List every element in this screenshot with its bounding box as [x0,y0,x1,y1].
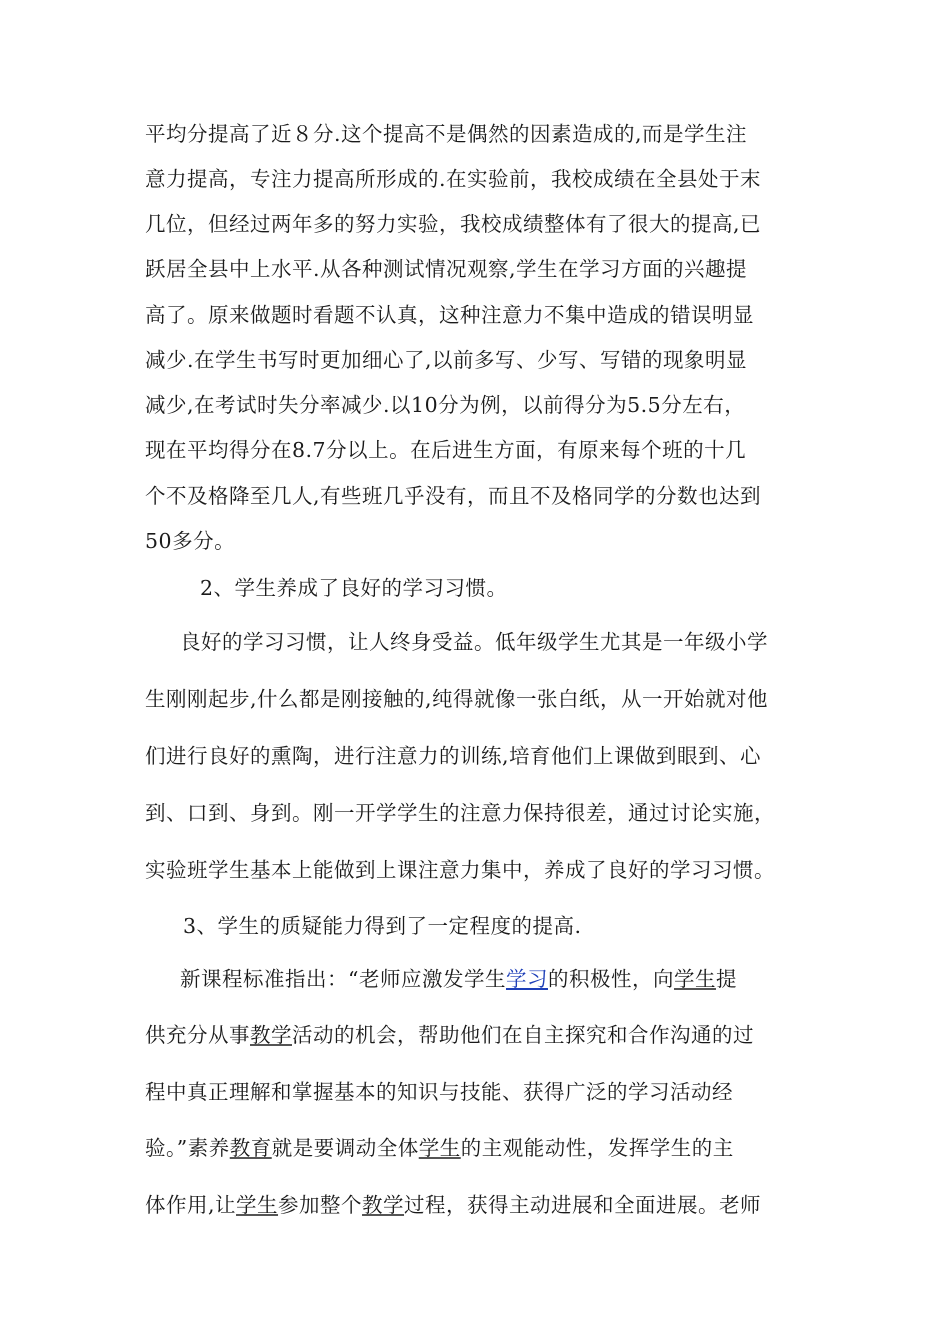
text-run: 供充分从事 [145,1023,250,1047]
text-run: 活动的机会，帮助他们在自主探究和合作沟通的过 [292,1023,754,1047]
paragraph-line [180,965,860,993]
paragraph-line: 几位，但经过两年多的努力实验，我校成绩整体有了很大的提高,已 [145,212,762,236]
link-jiaoxue[interactable]: 教学 [362,1193,405,1217]
paragraph-line [145,1134,825,1162]
text-run: 提 [715,967,737,991]
paragraph-line: 50多分。 [145,529,236,553]
paragraph-line: 跃居全县中上水平.从各种测试情况观察,学生在学习方面的兴趣提 [145,257,748,281]
paragraph-line: 程中真正理解和掌握基本的知识与技能、获得广泛的学习活动经 [145,1080,733,1104]
paragraph-line: 实验班学生基本上能做到上课注意力集中，养成了良好的学习习惯。 [145,858,775,882]
text-run: 体作用,让 [145,1193,237,1217]
link-xuesheng[interactable]: 学生 [236,1193,279,1217]
paragraph-line: 个不及格降至几人,有些班几乎没有，而且不及格同学的分数也达到 [145,484,762,508]
paragraph-line: 现在平均得分在8.7分以上。在后进生方面，有原来每个班的十几 [145,438,747,462]
paragraph-line: 们进行良好的熏陶，进行注意力的训练,培育他们上课做到眼到、心 [145,744,762,768]
paragraph-line: 意力提高，专注力提高所形成的.在实验前，我校成绩在全县处于末 [145,167,762,191]
text-run: 的积极性，向 [547,967,674,991]
paragraph-line: 良好的学习习惯，让人终身受益。低年级学生尤其是一年级小学 [180,630,768,654]
paragraph-line: 减少.在学生书写时更加细心了,以前多写、少写、写错的现象明显 [145,348,748,372]
link-xuexi[interactable]: 学习 [505,967,548,991]
paragraph-line [145,1021,825,1049]
link-xuesheng[interactable]: 学生 [673,967,716,991]
paragraph-line: 生刚刚起步,什么都是刚接触的,纯得就像一张白纸，从一开始就对他 [145,687,769,711]
paragraph-line: 减少,在考试时失分率减少.以10分为例，以前得分为5.5分左右， [145,393,746,417]
section-heading: 2、学生养成了良好的学习习惯。 [200,576,508,600]
link-jiaoyu[interactable]: 教育 [229,1136,272,1160]
paragraph-line: 平均分提高了近８分.这个提高不是偶然的因素造成的,而是学生注 [145,122,748,146]
text-run: 参加整个 [278,1193,363,1217]
text-run: 验。”素养 [145,1136,230,1160]
paragraph-line [145,1191,825,1219]
paragraph-line: 到、口到、身到。刚一开学学生的注意力保持很差，通过讨论实施， [145,801,775,825]
text-run: 的主观能动性，发挥学生的主 [460,1136,734,1160]
text-run: 过程，获得主动进展和全面进展。老师 [404,1193,762,1217]
link-jiaoxue[interactable]: 教学 [250,1023,292,1047]
link-xuesheng[interactable]: 学生 [418,1136,461,1160]
paragraph-line: 高了。原来做题时看题不认真，这种注意力不集中造成的错误明显 [145,303,754,327]
text-run: 新课程标准指出：“老师应激发学生 [180,967,506,991]
section-heading: 3、学生的质疑能力得到了一定程度的提高. [183,914,582,938]
text-run: 就是要调动全体 [271,1136,419,1160]
